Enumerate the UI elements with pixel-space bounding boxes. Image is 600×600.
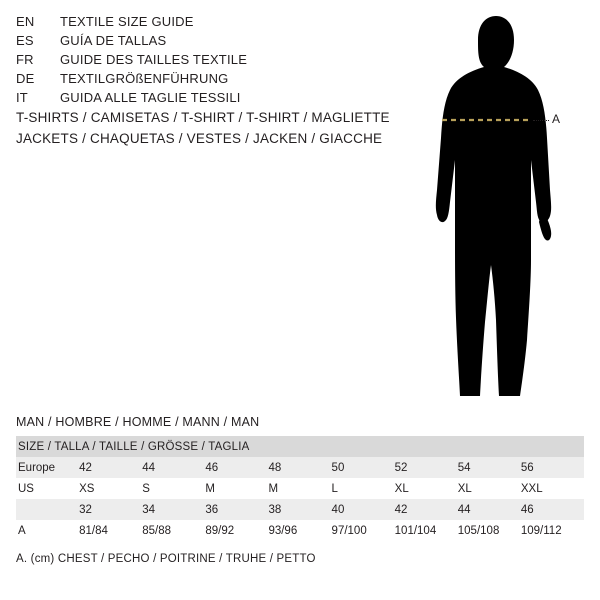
measure-leader-line: [533, 120, 549, 121]
table-cell: 105/108: [458, 520, 521, 541]
table-cell: 89/92: [205, 520, 268, 541]
table-cell: 50: [332, 457, 395, 478]
table-cell: 38: [268, 499, 331, 520]
table-row: [16, 478, 584, 499]
table-header-label: SIZE / TALLA / TAILLE / GRÖSSE / TAGLIA: [16, 436, 584, 457]
table-row: [16, 457, 584, 478]
size-table: [16, 436, 584, 541]
size-table-area: [16, 415, 584, 565]
table-cell: 48: [268, 457, 331, 478]
table-cell: 40: [332, 499, 395, 520]
table-cell: 36: [205, 499, 268, 520]
language-list: [16, 14, 396, 109]
row-label: A: [16, 520, 79, 541]
language-row: [16, 71, 396, 90]
language-row: [16, 52, 396, 71]
table-title: MAN / HOMBRE / HOMME / MANN / MAN: [16, 415, 260, 429]
table-cell: 81/84: [79, 520, 142, 541]
language-row: [16, 33, 396, 52]
row-label: [16, 499, 79, 520]
table-cell: 42: [79, 457, 142, 478]
table-row: [16, 499, 584, 520]
language-code: FR: [16, 52, 34, 67]
language-text: TEXTILE SIZE GUIDE: [60, 14, 194, 29]
table-cell: 46: [521, 499, 584, 520]
language-code: DE: [16, 71, 35, 86]
table-cell: XS: [79, 478, 142, 499]
language-text: GUIDA ALLE TAGLIE TESSILI: [60, 90, 241, 105]
category-jackets: JACKETS / CHAQUETAS / VESTES / JACKEN / GIACCHE: [16, 131, 383, 146]
table-cell: 97/100: [332, 520, 395, 541]
table-cell: 44: [142, 457, 205, 478]
table-cell: 34: [142, 499, 205, 520]
table-cell: XL: [395, 478, 458, 499]
language-text: GUIDE DES TAILLES TEXTILE: [60, 52, 248, 67]
language-row: [16, 14, 396, 33]
table-cell: XXL: [521, 478, 584, 499]
language-text: GUÍA DE TALLAS: [60, 33, 167, 48]
table-cell: XL: [458, 478, 521, 499]
table-cell: M: [205, 478, 268, 499]
body-figure: [400, 10, 600, 410]
category-list: [16, 110, 416, 152]
table-cell: 93/96: [268, 520, 331, 541]
table-cell: 85/88: [142, 520, 205, 541]
table-cell: 32: [79, 499, 142, 520]
row-label: Europe: [16, 457, 79, 478]
table-cell: S: [142, 478, 205, 499]
table-cell: 54: [458, 457, 521, 478]
table-cell: M: [268, 478, 331, 499]
table-cell: 44: [458, 499, 521, 520]
table-header-row: [16, 436, 584, 457]
table-cell: 42: [395, 499, 458, 520]
language-row: [16, 90, 396, 109]
table-cell: L: [332, 478, 395, 499]
language-code: ES: [16, 33, 34, 48]
table-cell: 56: [521, 457, 584, 478]
row-label: US: [16, 478, 79, 499]
table-cell: 101/104: [395, 520, 458, 541]
man-silhouette-icon: [400, 10, 600, 410]
table-row: [16, 520, 584, 541]
table-footnote: A. (cm) CHEST / PECHO / POITRINE / TRUHE / PETTO: [16, 553, 316, 565]
language-code: IT: [16, 90, 28, 105]
measure-label-a: A: [552, 112, 561, 126]
language-code: EN: [16, 14, 35, 29]
table-cell: 109/112: [521, 520, 584, 541]
category-tshirts: T-SHIRTS / CAMISETAS / T-SHIRT / T-SHIRT / MAGLIETTE: [16, 110, 390, 125]
table-cell: 52: [395, 457, 458, 478]
table-cell: 46: [205, 457, 268, 478]
language-text: TEXTILGRÖßENFÜHRUNG: [60, 71, 229, 86]
